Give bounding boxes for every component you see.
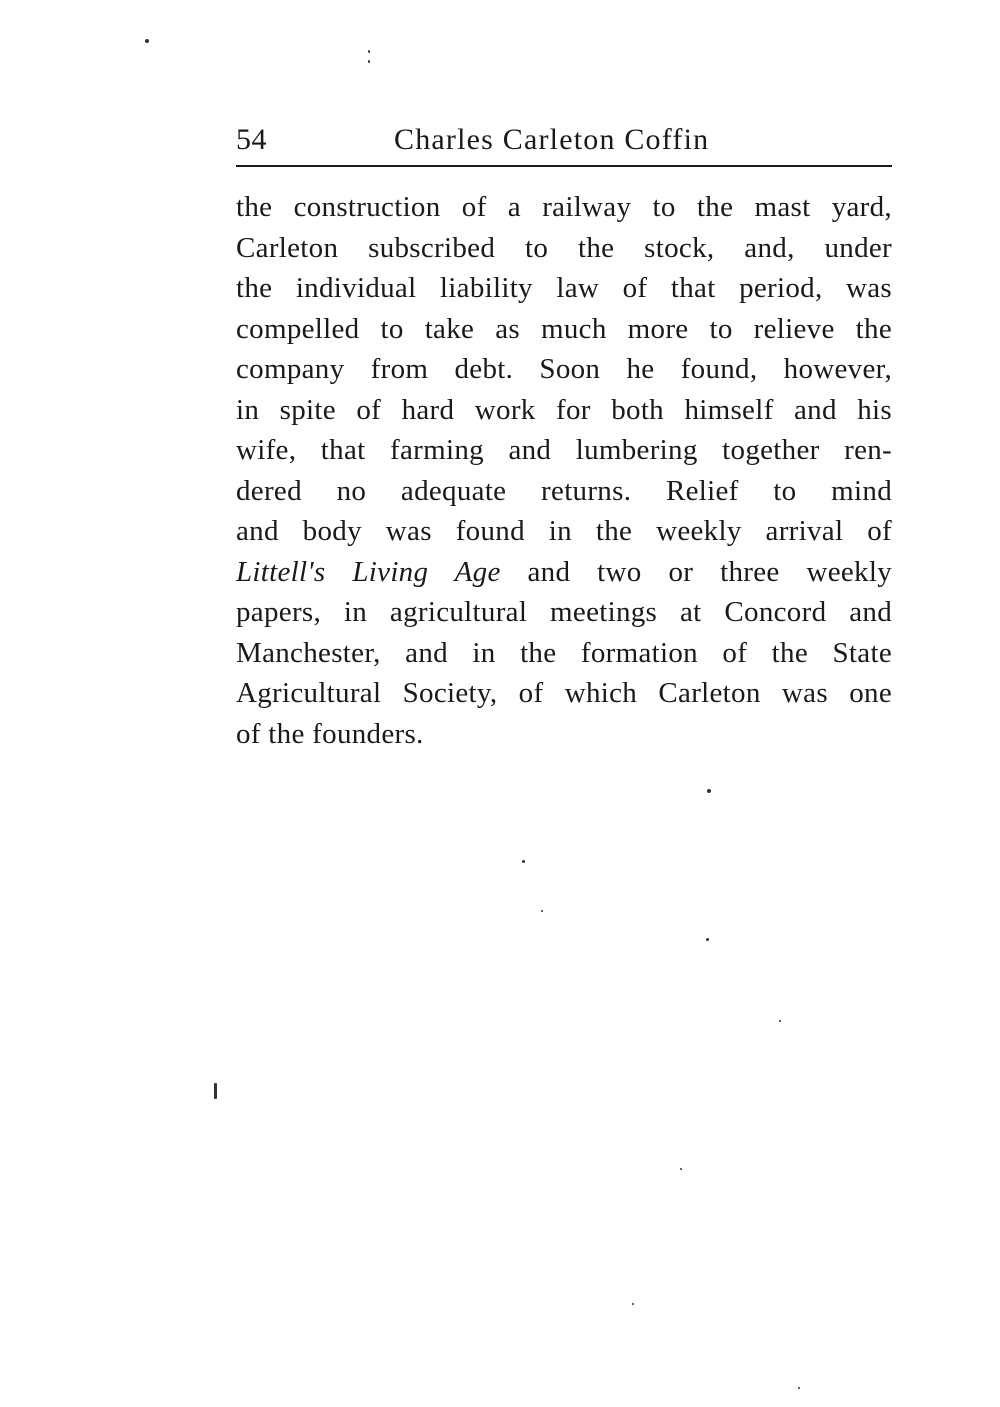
scan-speck <box>706 938 709 941</box>
scan-speck <box>779 1020 781 1022</box>
text-line: papers, in agricultural meetings at Concord and <box>236 596 892 628</box>
header-rule <box>236 165 892 167</box>
periodical-title: Littell's Living Age <box>236 555 501 588</box>
text-fragment: and two or three weekly <box>500 555 892 588</box>
scan-speck <box>541 910 543 912</box>
text-line: Carleton subscribed to the stock, and, under <box>236 231 892 264</box>
text-line: the construction of a railway to the mast yard, <box>236 191 892 223</box>
running-title: Charles Carleton Coffin <box>394 123 710 156</box>
text-line: and body was found in the weekly arrival of <box>236 515 892 547</box>
text-line: the individual liability law of that period, was <box>236 272 892 304</box>
text-line: in spite of hard work for both himself and his <box>236 393 892 426</box>
text-line: Agricultural Society, of which Carleton was one <box>236 677 892 709</box>
scan-speck <box>145 39 149 43</box>
scan-speck <box>680 1168 682 1170</box>
text-line: Manchester, and in the formation of the State <box>236 636 892 669</box>
scan-speck <box>368 50 370 53</box>
text-line: company from debt. Soon he found, however, <box>236 353 892 385</box>
scan-speck <box>214 1083 217 1099</box>
body-paragraph <box>236 187 892 754</box>
text-line: compelled to take as much more to relieve the <box>236 312 892 345</box>
running-head <box>236 116 892 164</box>
scan-speck <box>798 1387 800 1389</box>
text-line: dered no adequate returns. Relief to mind <box>236 474 892 507</box>
text-line-with-title <box>236 552 892 593</box>
scan-speck <box>368 60 370 63</box>
page-number: 54 <box>236 123 267 156</box>
text-line: of the founders. <box>236 717 424 750</box>
scan-speck <box>632 1303 634 1305</box>
scan-speck <box>522 860 525 863</box>
scan-speck <box>707 789 711 793</box>
text-line: wife, that farming and lumbering together ren- <box>236 434 892 466</box>
